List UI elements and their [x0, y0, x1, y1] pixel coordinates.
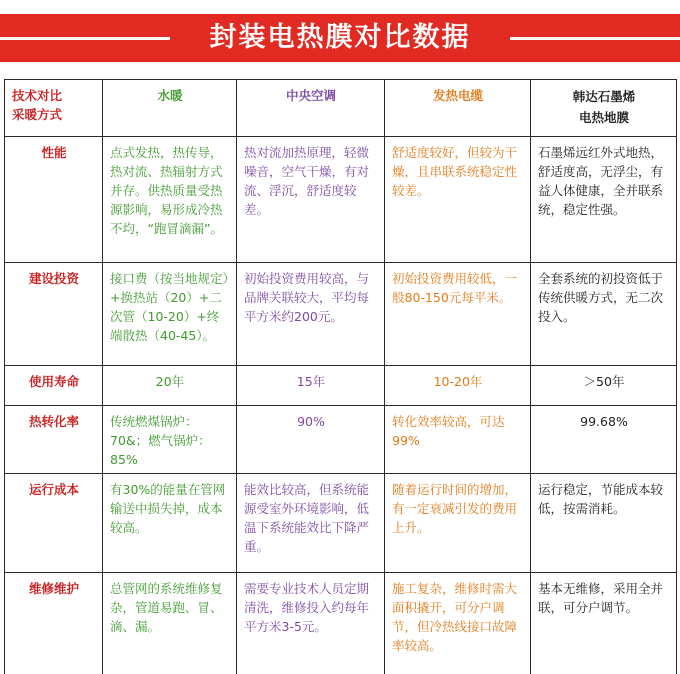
- cell-investment-central: 初始投资费用较高，与品牌关联较大，平均每平方米约200元。: [237, 263, 385, 366]
- cell-cost-graphene: 运行稳定，节能成本较低，按需消耗。: [531, 474, 677, 573]
- cell-performance-cable: 舒适度较好，但较为干燥，且串联系统稳定性较差。: [385, 137, 531, 263]
- table-row: [5, 263, 677, 366]
- cell-conversion-water: 传统燃煤锅炉：70&；燃气锅炉：85%: [103, 406, 237, 474]
- page-title: 封装电热膜对比数据: [209, 22, 471, 53]
- comparison-table: [4, 79, 677, 674]
- row-label-investment: 建设投资: [5, 263, 103, 366]
- cell-maintenance-graphene: 基本无维修，采用全并联，可分户调节。: [531, 573, 677, 674]
- cell-maintenance-water: 总管网的系统维修复杂，管道易跑、冒、滴、漏。: [103, 573, 237, 674]
- cell-conversion-graphene: 99.68%: [531, 406, 677, 474]
- cell-maintenance-central: 需要专业技术人员定期清洗，维修投入约每年平方米3-5元。: [237, 573, 385, 674]
- row-label-lifespan: 使用寿命: [5, 366, 103, 406]
- cell-maintenance-cable: 施工复杂，维修时需大面积撬开，可分户调节，但冷热线接口故障率较高。: [385, 573, 531, 674]
- cell-performance-central: 热对流加热原理，轻微噪音，空气干燥，有对流、浮沉，舒适度较差。: [237, 137, 385, 263]
- cell-performance-water: 点式发热，热传导，热对流、热辐射方式并存。供热质量受热源影响，易形成冷热不均，“跑冒滴漏”。: [103, 137, 237, 263]
- header-central-ac: 中央空调: [237, 80, 385, 137]
- table-row: [5, 474, 677, 573]
- cell-investment-water: 接口费（按当地规定）+换热站（20）+二次管（10-20）+终端散热（40-45）。: [103, 263, 237, 366]
- cell-cost-central: 能效比较高，但系统能源受室外环境影响，低温下系统能效比下降严重。: [237, 474, 385, 573]
- corner-label-tech: 技术对比: [12, 88, 63, 103]
- row-label-conversion: 热转化率: [5, 406, 103, 474]
- cell-cost-cable: 随着运行时间的增加，有一定衰减引发的费用上升。: [385, 474, 531, 573]
- row-label-maintenance: 维修维护: [5, 573, 103, 674]
- corner-label-heating: 采暖方式: [12, 107, 63, 122]
- cell-lifespan-central: 15年: [237, 366, 385, 406]
- cell-lifespan-water: 20年: [103, 366, 237, 406]
- title-banner: [0, 0, 680, 76]
- cell-conversion-central: 90%: [237, 406, 385, 474]
- row-label-operating-cost: 运行成本: [5, 474, 103, 573]
- table-row: [5, 137, 677, 263]
- table-row: [5, 573, 677, 674]
- cell-lifespan-cable: 10-20年: [385, 366, 531, 406]
- cell-cost-water: 有30%的能量在管网输送中损失掉，成本较高。: [103, 474, 237, 573]
- header-corner: [5, 80, 103, 137]
- cell-lifespan-graphene: ＞50年: [531, 366, 677, 406]
- cell-investment-graphene: 全套系统的初投资低于传统供暖方式，无二次投入。: [531, 263, 677, 366]
- table-header-row: [5, 80, 677, 137]
- header-heating-cable: 发热电缆: [385, 80, 531, 137]
- header-graphene-film: 韩达石墨烯 电热地膜: [531, 80, 677, 137]
- row-label-performance: 性能: [5, 137, 103, 263]
- cell-performance-graphene: 石墨烯远红外式地热，舒适度高，无浮尘，有益人体健康，全并联系统，稳定性强。: [531, 137, 677, 263]
- table-row: [5, 406, 677, 474]
- header-water: 水暖: [103, 80, 237, 137]
- cell-conversion-cable: 转化效率较高，可达99%: [385, 406, 531, 474]
- cell-investment-cable: 初始投资费用较低，一般80-150元每平米。: [385, 263, 531, 366]
- table-row: [5, 366, 677, 406]
